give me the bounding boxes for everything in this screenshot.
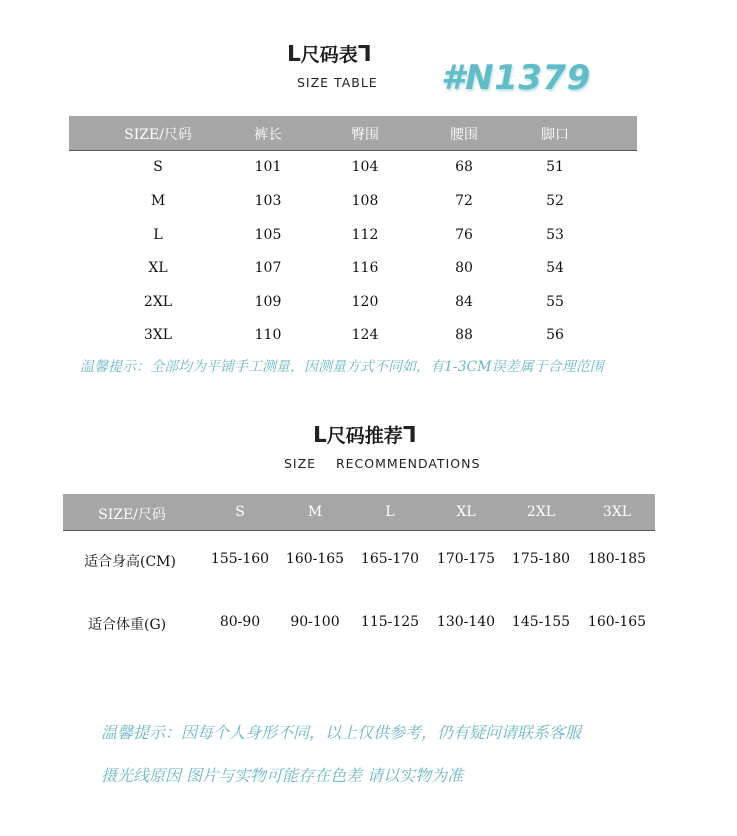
size-table-title-text: 尺码表: [300, 44, 358, 66]
table-cell: 101: [254, 159, 282, 175]
table-cell: 54: [546, 260, 564, 276]
header-size: SIZE/尺码: [124, 127, 192, 143]
table-cell: 76: [455, 227, 473, 243]
recommend-row-label: 适合身高(CM): [84, 554, 176, 570]
size-label: S: [153, 159, 163, 175]
size-table-subtitle: SIZE TABLE: [297, 75, 378, 90]
table-cell: 52: [546, 193, 564, 209]
size-label: 2XL: [143, 294, 173, 310]
recommend-cell: 80-90: [219, 614, 261, 630]
recommend-cell: 90-100: [290, 614, 340, 630]
size-table-header: [69, 116, 637, 150]
size-table-title: [287, 40, 372, 67]
table-cell: 103: [254, 193, 282, 209]
right-hook-icon: ᒣ: [357, 42, 372, 67]
recommend-note-1: 温馨提示：因每个人身形不同，以上仅供参考，仍有疑问请联系客服: [101, 723, 582, 742]
table-cell: 51: [546, 159, 564, 175]
size-label: 3XL: [143, 327, 173, 343]
left-hook-icon: ᒪ: [287, 42, 301, 67]
rec-header-m: M: [307, 504, 323, 520]
recommend-cell: 155-160: [210, 551, 270, 567]
table-cell: 56: [546, 327, 564, 343]
table-cell: 72: [455, 193, 473, 209]
rec-header-l: L: [385, 504, 395, 520]
recommend-cell: 145-155: [511, 614, 571, 630]
size-label: L: [153, 227, 163, 243]
recommend-subtitle: SIZE RECOMMENDATIONS: [284, 456, 481, 471]
rec-header-size: SIZE/尺码: [98, 507, 166, 523]
recommend-cell: 160-165: [285, 551, 345, 567]
recommend-title-text: 尺码推荐: [326, 425, 403, 447]
recommend-cell: 160-165: [587, 614, 647, 630]
header-hip: 臀围: [351, 127, 379, 143]
table-cell: 124: [351, 327, 379, 343]
table-cell: 88: [455, 327, 473, 343]
rec-header-3xl: 3XL: [602, 504, 632, 520]
header-hem: 脚口: [541, 127, 569, 143]
recommend-cell: 175-180: [511, 551, 571, 567]
right-hook-icon: ᒣ: [402, 423, 417, 448]
recommend-title: [313, 421, 417, 448]
model-code: #N1379: [441, 58, 591, 98]
table-cell: 84: [455, 294, 473, 310]
header-waist: 腰围: [450, 127, 478, 143]
size-label: XL: [148, 260, 168, 276]
table-cell: 107: [254, 260, 282, 276]
recommend-note-2: 摄光线原因 图片与实物可能存在色差 请以实物为准: [101, 766, 464, 785]
left-hook-icon: ᒪ: [313, 423, 327, 448]
recommend-cell: 130-140: [436, 614, 496, 630]
recommend-cell: 165-170: [360, 551, 420, 567]
table-cell: 55: [546, 294, 564, 310]
recommend-divider: [63, 530, 655, 531]
recommend-header: [63, 494, 655, 530]
table-cell: 68: [455, 159, 473, 175]
table-cell: 116: [351, 260, 379, 276]
header-length: 裤长: [254, 127, 282, 143]
rec-header-2xl: 2XL: [526, 504, 556, 520]
table-cell: 53: [546, 227, 564, 243]
recommend-cell: 180-185: [587, 551, 647, 567]
recommend-cell: 170-175: [436, 551, 496, 567]
recommend-row-label: 适合体重(G): [88, 617, 167, 633]
table-cell: 120: [351, 294, 379, 310]
table-cell: 104: [351, 159, 379, 175]
table-cell: 108: [351, 193, 379, 209]
table-cell: 109: [254, 294, 282, 310]
rec-header-xl: XL: [456, 504, 476, 520]
table-cell: 112: [351, 227, 379, 243]
table-cell: 110: [254, 327, 282, 343]
rec-header-s: S: [235, 504, 245, 520]
size-table-divider: [69, 150, 637, 151]
size-label: M: [150, 193, 166, 209]
table-cell: 80: [455, 260, 473, 276]
table-cell: 105: [254, 227, 282, 243]
size-table-note: 温馨提示：全部均为平铺手工测量，因测量方式不同如，有1-3CM误差属于合理范围: [80, 359, 604, 375]
recommend-cell: 115-125: [360, 614, 420, 630]
